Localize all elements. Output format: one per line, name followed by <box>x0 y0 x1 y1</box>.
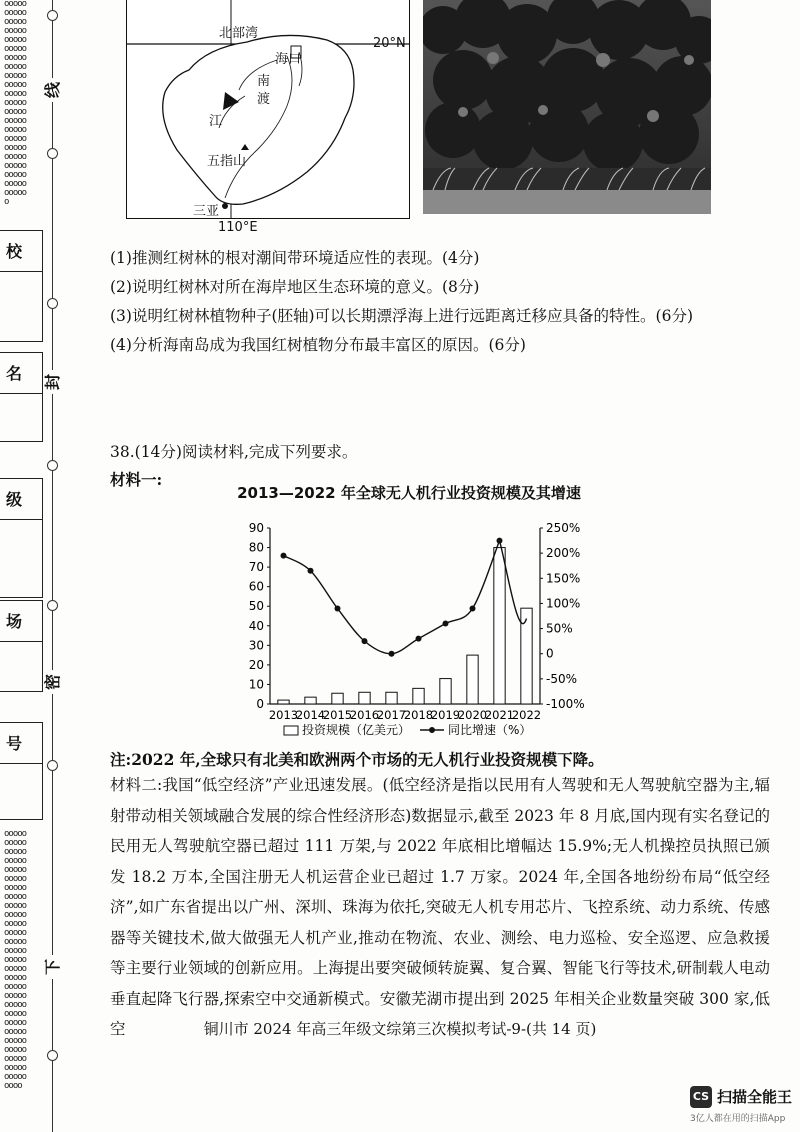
right-tick-label: 0 <box>546 646 554 661</box>
line-circle <box>47 600 58 611</box>
growth-rate-point <box>281 553 287 559</box>
nandu-label: 南 <box>257 74 271 89</box>
left-tick-label: 80 <box>248 540 264 555</box>
legend-bar-label: 投资规模（亿美元） <box>302 723 411 737</box>
seat-number-field <box>0 722 43 820</box>
growth-rate-point <box>308 568 314 574</box>
seal-char: 密 <box>40 670 64 694</box>
x-tick-label: 2020 <box>457 708 488 722</box>
x-tick-label: 2016 <box>349 708 380 722</box>
growth-rate-point <box>443 621 449 627</box>
x-tick-label: 2021 <box>484 708 515 722</box>
left-tick-label: 20 <box>248 657 264 672</box>
material-2-text: 材料二:我国“低空经济”产业迅速发展。(低空经济是指以民用有人驾驶和无人驾驶航空器为主,辐射带动相关领域融合发展的综合性经济形态)数据显示,截至 2023 年 8 月底,国内现有实名登记的民用无人驾驶航空器已超过 111 万架,与 2022 年底相比增幅达 15.9%;无人机操控员执照已颁发 18.2 万本,全国注册无人机运营企业已超过 1.7 万家。2024 年,全国各地纷纷布局“低空经济”,如广东省提出以广州、深圳、珠海为依托,突破无人机专用芯片、飞控系统、动力系统、传感器等关键技术,做大做强无人机产业,推动在物流、农业、测绘、电力巡检、安全巡逻、应急救援等主要行业领域的创新应用。上海提出要突破倾转旋翼、复合翼、智能飞行等技术,研制载人电动垂直起降飞行器,探索空中交通新模式。安徽芜湖市提出到 2025 年相关企业数量突破 300 家,低空 <box>110 776 770 1038</box>
growth-rate-point <box>335 605 341 611</box>
exam-room-field <box>0 600 43 692</box>
left-tick-label: 70 <box>248 560 264 575</box>
longitude-label: 110°E <box>218 220 258 235</box>
field-label: 场 <box>6 612 23 631</box>
class-field <box>0 478 43 598</box>
right-tick-label: 100% <box>546 596 581 611</box>
decorative-dots-bottom: oooooooooooooooooooooooooooooooooooooooooooooooooooooooooooooooooooooooooooooooooooooooooooooooooooooooooooooooooooooooooooooooooooooooooooooooo <box>4 829 27 1091</box>
chart-title: 2013—2022 年全球无人机行业投资规模及其增速 <box>237 484 581 502</box>
left-tick-label: 10 <box>248 677 264 692</box>
seal-char: 封 <box>40 370 64 394</box>
right-tick-label: 250% <box>546 521 581 535</box>
question-37-3: (3)说明红树林植物种子(胚轴)可以长期漂浮海上进行远距离迁移应具备的特性。(6分) <box>110 307 694 325</box>
growth-rate-point <box>416 636 422 642</box>
scanner-name: 扫描全能王 <box>717 1088 793 1106</box>
binding-margin <box>0 0 100 1132</box>
field-label: 级 <box>6 490 23 509</box>
jiang-label: 江 <box>209 114 223 129</box>
wuzhishan-label: 五指山 <box>207 154 247 169</box>
x-tick-label: 2013 <box>268 708 299 722</box>
left-tick-label: 90 <box>248 521 264 535</box>
right-tick-label: 150% <box>546 571 581 586</box>
drone-investment-chart <box>224 482 594 742</box>
field-label: 名 <box>6 364 23 383</box>
scanner-logo: CS <box>690 1086 712 1108</box>
investment-bar <box>386 692 397 704</box>
mangrove-photo <box>423 0 711 214</box>
left-tick-label: 30 <box>248 638 264 653</box>
right-tick-label: 200% <box>546 546 581 561</box>
hainan-map <box>126 0 410 219</box>
hainan-map-drawing <box>127 0 409 218</box>
investment-bar <box>413 688 424 704</box>
investment-bar <box>359 692 370 704</box>
investment-bar <box>521 608 532 704</box>
question-38-heading: 38.(14分)阅读材料,完成下列要求。 <box>110 443 358 461</box>
x-tick-label: 2018 <box>403 708 434 722</box>
field-label: 号 <box>6 734 23 753</box>
growth-rate-point <box>362 638 368 644</box>
growth-rate-point <box>497 538 503 544</box>
scanner-tagline: 3亿人都在用的扫描App <box>690 1114 786 1124</box>
question-37-1: (1)推测红树林的根对潮间带环境适应性的表现。(4分) <box>110 249 480 267</box>
name-field <box>0 352 43 442</box>
investment-bar <box>332 693 343 704</box>
seal-char: 下 <box>40 955 64 979</box>
investment-bar <box>494 548 505 704</box>
seal-char: 线 <box>40 78 64 102</box>
left-tick-label: 40 <box>248 618 264 633</box>
decorative-dots-top: ooooooooooooooooooooooooooooooooooooooooooooooooooooooooooooooooooooooooooooooooooooooooooooooooooooooooooooooo <box>4 0 27 207</box>
line-circle <box>47 760 58 771</box>
line-circle <box>47 298 58 309</box>
school-field <box>0 230 43 342</box>
bay-label: 北部湾 <box>219 26 259 41</box>
legend-bar-swatch <box>284 726 298 735</box>
chart-note: 注:2022 年,全球只有北美和欧洲两个市场的无人机行业投资规模下降。 <box>110 750 604 769</box>
nandu-label: 渡 <box>257 92 271 107</box>
x-tick-label: 2017 <box>376 708 407 722</box>
x-tick-label: 2019 <box>430 708 461 722</box>
left-tick-label: 50 <box>248 599 264 614</box>
line-circle <box>47 10 58 21</box>
x-tick-label: 2015 <box>322 708 353 722</box>
right-tick-label: -100% <box>546 697 585 711</box>
x-tick-label: 2014 <box>295 708 326 722</box>
line-circle <box>47 1050 58 1061</box>
investment-bar <box>305 697 316 704</box>
material-1-label: 材料一: <box>110 470 163 489</box>
chart-plot <box>224 504 594 744</box>
growth-rate-point <box>470 605 476 611</box>
x-tick-label: 2022 <box>511 708 542 722</box>
sanya-label: 三亚 <box>193 204 220 219</box>
growth-rate-line <box>284 541 527 654</box>
line-circle <box>47 460 58 471</box>
left-tick-label: 0 <box>256 697 264 711</box>
page-footer: 铜川市 2024 年高三年级文综第三次模拟考试-9-(共 14 页) <box>203 1020 597 1038</box>
legend-line-label: 同比增速（%） <box>448 723 532 737</box>
right-tick-label: 50% <box>546 621 573 636</box>
right-tick-label: -50% <box>546 671 578 686</box>
line-circle <box>47 148 58 159</box>
investment-bar <box>467 655 478 704</box>
latitude-label: 20°N <box>373 36 406 51</box>
field-label: 校 <box>6 242 23 261</box>
growth-rate-point <box>389 651 395 657</box>
question-37-2: (2)说明红树林对所在海岸地区生态环境的意义。(8分) <box>110 278 480 296</box>
left-tick-label: 60 <box>248 579 264 594</box>
investment-bar <box>278 700 289 704</box>
investment-bar <box>440 679 451 704</box>
question-37-4: (4)分析海南岛成为我国红树植物分布最丰富区的原因。(6分) <box>110 336 526 354</box>
haikou-label: 海口 <box>275 52 302 67</box>
legend-line-marker <box>429 727 435 733</box>
